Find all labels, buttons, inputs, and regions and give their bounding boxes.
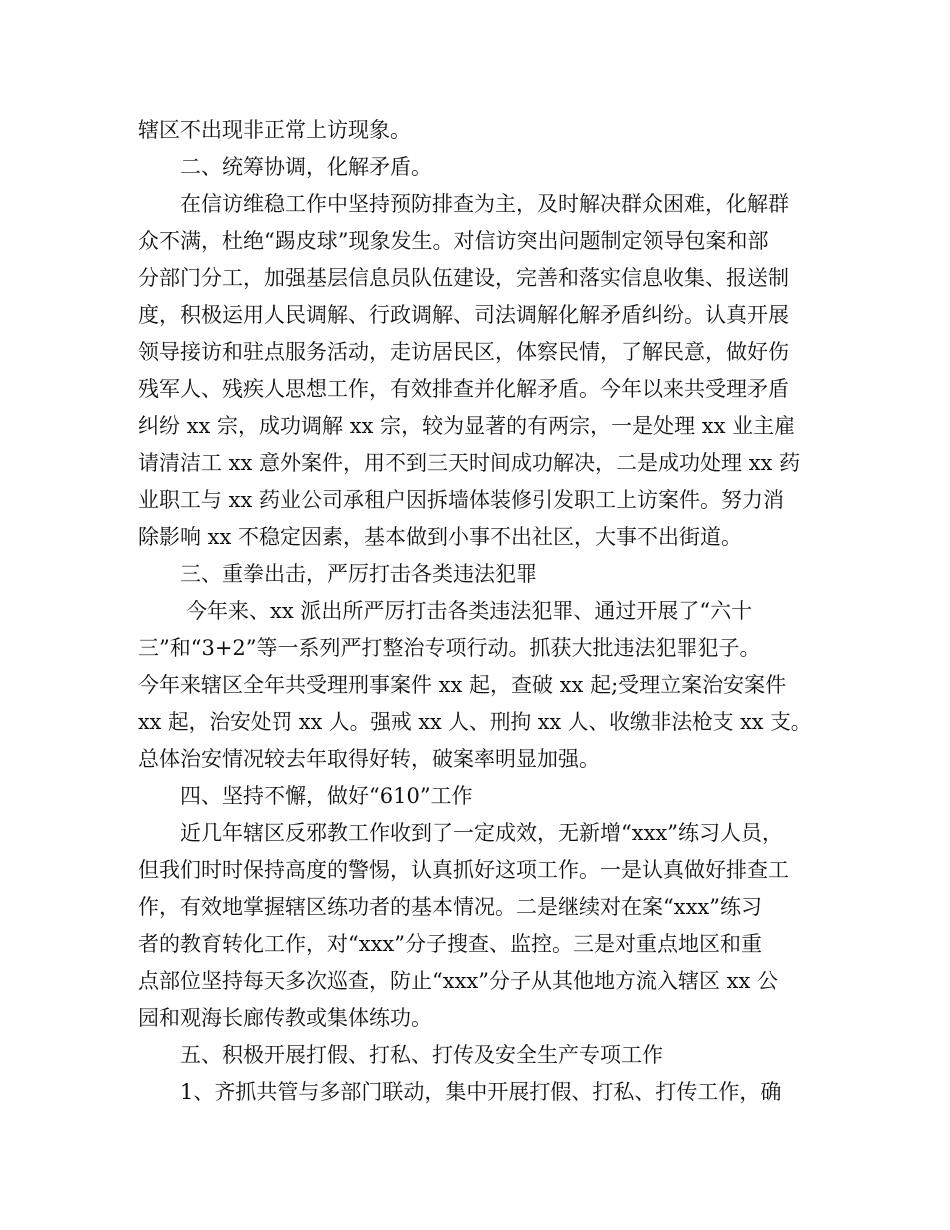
body-text-line: 领导接访和驻点服务活动，走访居民区，体察民情，了解民意，做好伤 (138, 340, 789, 364)
body-text-line: xx 起，治安处罚 xx 人。强戒 xx 人、刑拘 xx 人、收缴非法枪支 xx 支。 (138, 710, 812, 734)
body-text-line: 总体治安情况较去年取得好转，破案率明显加强。 (138, 747, 600, 771)
section-heading: 四、坚持不懈，做好“610”工作 (180, 784, 473, 808)
body-text-line: 近几年辖区反邪教工作收到了一定成效，无新增“xxx”练习人员， (180, 821, 783, 845)
body-text-line: 辖区不出现非正常上访现象。 (138, 118, 411, 142)
section-heading: 五、积极开展打假、打私、打传及安全生产专项工作 (180, 1043, 663, 1067)
body-text-line: 今年来辖区全年共受理刑事案件 xx 起，查破 xx 起;受理立案治安案件 (138, 673, 787, 697)
body-text-line: 纠纷 xx 宗，成功调解 xx 宗，较为显著的有两宗，一是处理 xx 业主雇 (138, 414, 796, 438)
body-text-line: 但我们时时保持高度的警惕，认真抓好这项工作。一是认真做好排查工 (138, 858, 789, 882)
body-text-line: 三”和“3+2”等一系列严打整治专项行动。抓获大批违法犯罪犯子。 (138, 636, 761, 660)
body-text-line: 请清洁工 xx 意外案件，用不到三天时间成功解决，二是成功处理 xx 药 (138, 451, 801, 475)
body-text-line: 者的教育转化工作，对“xxx”分子搜查、监控。三是对重点地区和重 (138, 932, 762, 956)
body-text-line: 分部门分工，加强基层信息员队伍建设，完善和落实信息收集、报送制 (138, 266, 789, 290)
body-text-line: 众不满，杜绝“踢皮球”现象发生。对信访突出问题制定领导包案和部 (138, 229, 769, 253)
body-text-line: 今年来、xx 派出所严厉打击各类违法犯罪、通过开展了“六十 (186, 599, 753, 623)
section-heading: 三、重拳出击，严厉打击各类违法犯罪 (180, 562, 537, 586)
section-heading: 二、统筹协调，化解矛盾。 (180, 155, 432, 179)
body-text-line: 作，有效地掌握辖区练功者的基本情况。二是继续对在案“xxx”练习 (138, 895, 762, 919)
body-text-line: 点部位坚持每天多次巡查，防止“xxx”分子从其他地方流入辖区 xx 公 (138, 969, 779, 993)
body-text-line: 度，积极运用人民调解、行政调解、司法调解化解矛盾纠纷。认真开展 (138, 303, 789, 327)
body-text-line: 除影响 xx 不稳定因素，基本做到小事不出社区，大事不出街道。 (138, 525, 743, 549)
body-text-line: 1、齐抓共管与多部门联动，集中开展打假、打私、打传工作，确 (180, 1080, 782, 1104)
body-text-line: 残军人、残疾人思想工作，有效排查并化解矛盾。今年以来共受理矛盾 (138, 377, 789, 401)
body-text-line: 业职工与 xx 药业公司承租户因拆墙体装修引发职工上访案件。努力消 (138, 488, 785, 512)
body-text-line: 园和观海长廊传教或集体练功。 (138, 1006, 432, 1030)
body-text-line: 在信访维稳工作中坚持预防排查为主，及时解决群众困难，化解群 (180, 192, 789, 216)
